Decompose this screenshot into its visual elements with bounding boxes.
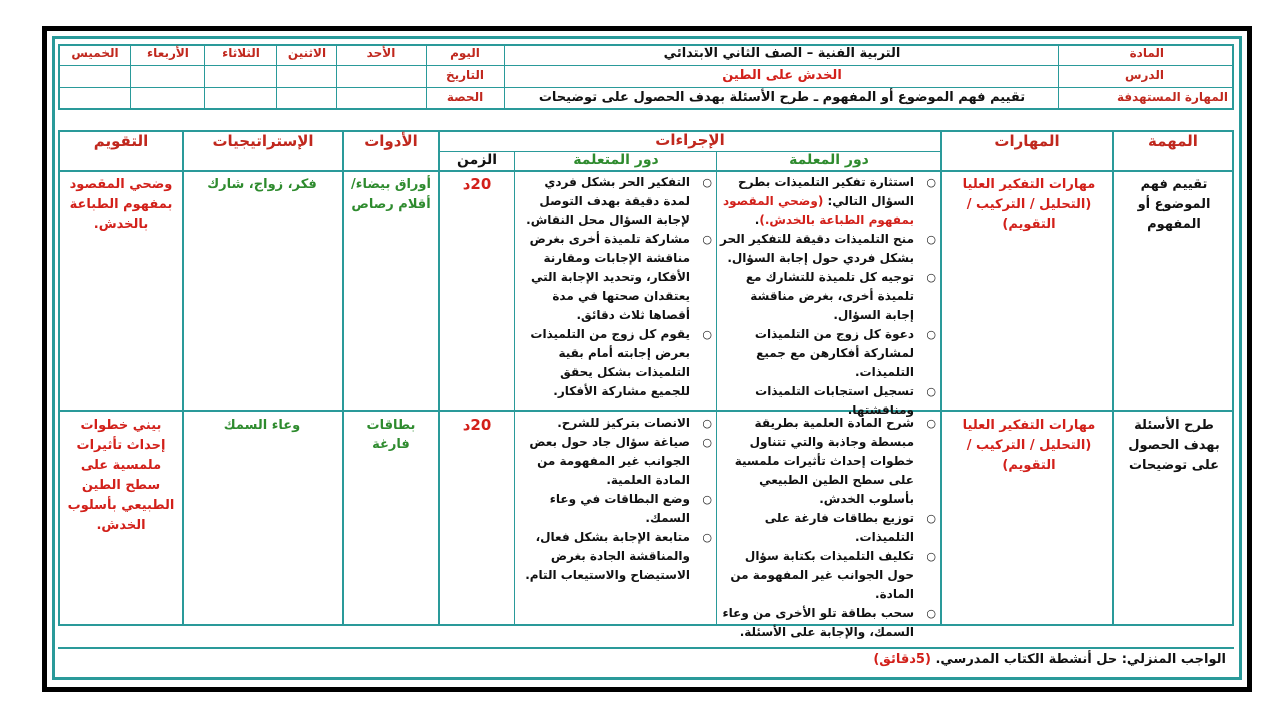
col-tools: الأدوات	[364, 132, 418, 150]
row1-student-item: ○ التفكير الحر بشكل فردي لمدة دقيقة بهدف التوصل لإجابة السؤال محل النقاش.	[518, 173, 714, 230]
row2-teacher-item: ○ سحب بطاقة تلو الأخرى من وعاء السمك، والإجابة على الأسئلة.	[720, 604, 938, 642]
row2-strategy: وعاء السمك	[223, 418, 301, 433]
row1-teacher-list	[720, 173, 938, 420]
day-sunday: الأحد	[366, 46, 396, 60]
day-monday: الاثنين	[287, 46, 327, 60]
day-wednesday: الأربعاء	[147, 46, 189, 60]
day-tuesday: الثلاثاء	[222, 46, 260, 60]
row1-student-item: ○ يقوم كل زوج من التلميذات بعرض إجابته أمام بقية التلميذات بشكل يحقق للجميع مشاركة الأفكار.	[518, 325, 714, 401]
row1-teacher-item: ○ تسجيل استجابات التلميذات ومناقشتها.	[720, 382, 938, 420]
date-label: التاريخ	[445, 68, 485, 82]
lesson-value: الخدش على الطين	[722, 68, 842, 83]
col-task: المهمة	[1148, 132, 1198, 150]
col-time: الزمن	[456, 152, 498, 168]
row2-teacher-item: ○ تكليف التلميذات بكتابة سؤال حول الجوانب غير المفهومة من المادة.	[720, 547, 938, 604]
homework	[70, 652, 1226, 667]
skill-value: تقييم فهم الموضوع أو المفهوم ـ طرح الأسئلة بهدف الحصول على توضيحات	[538, 90, 1026, 105]
row2-student-item: ○ الانصات بتركيز للشرح.	[518, 414, 714, 433]
row1-teacher-item: ○ استثارة تفكير التلميذات بطرح السؤال التالي: (وضحي المقصود بمفهوم الطباعة بالخدش.).	[720, 173, 938, 230]
col-evaluation: التقويم	[93, 132, 149, 150]
period-label: الحصة	[446, 90, 484, 104]
lesson-label: الدرس	[1124, 68, 1164, 82]
col-student-role: دور المتعلمة	[573, 152, 659, 168]
row2-student-item: ○ وضع البطاقات في وعاء السمك.	[518, 490, 714, 528]
row1-tools: أوراق بيضاء/ أقلام رصاص	[351, 177, 431, 212]
row2-task: طرح الأسئلة بهدف الحصول على توضيحات	[1128, 418, 1220, 473]
col-teacher-role: دور المعلمة	[789, 152, 869, 168]
row1-teacher-item: ○ دعوة كل زوج من التلميذات لمشاركة أفكارهن مع جميع التلميذات.	[720, 325, 938, 382]
row1-strategy: فكر، زواج، شارك	[207, 177, 317, 192]
row1-teacher-item: ○ توجيه كل تلميذة للتشارك مع تلميذة أخرى، بغرض مناقشة إجابة السؤال.	[720, 268, 938, 325]
row1-student-list	[518, 173, 714, 401]
row1-student-item: ○ مشاركة تلميذة أخرى بغرض مناقشة الإجابات ومقارنة الأفكار، وتحديد الإجابة التي يعتقدان صحتها في مدة أقصاها ثلاث دقائق.	[518, 230, 714, 325]
row1-task: تقييم فهم الموضوع أو المفهوم	[1137, 177, 1211, 232]
row1-time: 20د	[462, 175, 492, 193]
row2-teacher-item: ○ توزيع بطاقات فارغة على التلميذات.	[720, 509, 938, 547]
day-label: اليوم	[450, 46, 480, 60]
homework-label: الواجب المنزلي: حل أنشطة الكتاب المدرسي.	[935, 652, 1226, 667]
row2-teacher-list	[720, 414, 938, 642]
row1-teacher-item: ○ منح التلميذات دقيقة للتفكير الحر بشكل فردي حول إجابة السؤال.	[720, 230, 938, 268]
homework-duration: (5دقائق)	[873, 652, 931, 667]
row2-student-list	[518, 414, 714, 585]
row2-tools: بطاقات فارغة	[366, 418, 416, 452]
row2-teacher-item: ○ شرح المادة العلمية بطريقة مبسطة وجاذبة والتي تتناول خطوات إحداث تأثيرات ملمسية على سطح الطين الطبيعي بأسلوب الخدش.	[720, 414, 938, 509]
row2-evaluation: بيني خطوات إحداث تأثيرات ملمسية على سطح الطين الطبيعي بأسلوب الخدش.	[67, 418, 175, 533]
row2-student-item: ○ صياغة سؤال جاد حول بعض الجوانب غير المفهومة من المادة العلمية.	[518, 433, 714, 490]
row2-skills: مهارات التفكير العليا (التحليل / التركيب / التقويم)	[962, 418, 1096, 473]
row2-time: 20د	[462, 416, 492, 434]
day-thursday: الخميس	[71, 46, 119, 60]
row1-skills: مهارات التفكير العليا (التحليل / التركيب / التقويم)	[962, 177, 1096, 232]
col-skills: المهارات	[994, 132, 1060, 150]
col-strategies: الإستراتيجيات	[212, 132, 314, 150]
subject-label: المادة	[1129, 46, 1164, 60]
col-procedures: الإجراءات	[655, 131, 725, 149]
subject-value: التربية الفنية – الصف الثاني الابتدائي	[663, 46, 901, 61]
skill-label: المهارة المستهدفة	[1116, 90, 1228, 104]
row2-student-item: ○ متابعة الإجابة بشكل فعال، والمناقشة الجادة بغرض الاستيضاح والاستيعاب التام.	[518, 528, 714, 585]
row1-evaluation: وضحي المقصود بمفهوم الطباعة بالخدش.	[69, 177, 173, 232]
